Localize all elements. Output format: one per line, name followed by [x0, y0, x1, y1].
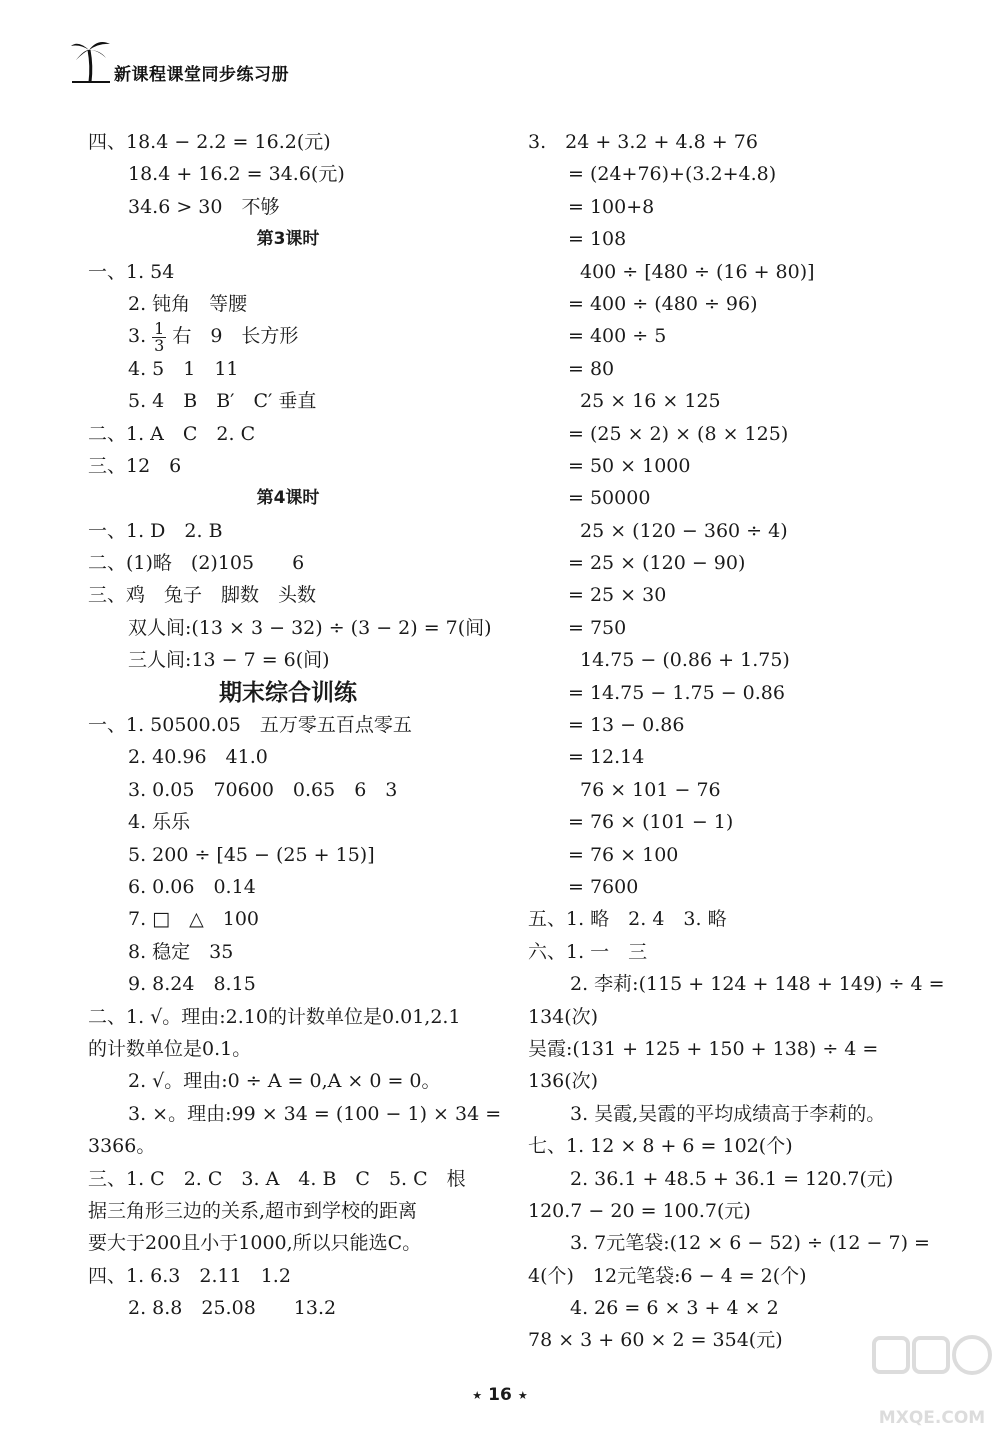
answer-text: 3.: [128, 325, 147, 348]
answer-text: 3. 0.05 70600 0.65 6 3: [128, 778, 398, 801]
answer-line: [88, 1033, 488, 1065]
answer-text: 78 × 3 + 60 × 2 = 354(元): [528, 1329, 783, 1352]
answer-text: 六、1. 一 三: [528, 940, 648, 963]
answer-line: [528, 1260, 948, 1292]
answer-line: [88, 709, 488, 741]
answer-text: 4. 26 = 6 × 3 + 4 × 2: [570, 1297, 779, 1320]
star-icon: ★: [517, 1388, 528, 1402]
answer-line: [88, 1227, 488, 1259]
section-heading: [88, 482, 488, 514]
answer-text: 2. 8.8 25.08 13.2: [128, 1297, 337, 1320]
answer-line: [88, 515, 488, 547]
answer-line: [528, 385, 948, 417]
answer-line: [88, 1098, 502, 1130]
answer-text: = 108: [568, 228, 627, 251]
answer-text: 4(个) 12元笔袋:6 − 4 = 2(个): [528, 1264, 807, 1287]
answer-text: 400 ÷ [480 ÷ (16 + 80)]: [580, 260, 815, 283]
answer-text: = 50000: [568, 487, 651, 510]
answer-line: [528, 482, 948, 514]
answer-text: 三人间:13 − 7 = 6(间): [128, 649, 330, 672]
page-number: 16: [488, 1385, 512, 1405]
answer-text: 2. 李莉:(115 + 124 + 148 + 149) ÷ 4 =: [570, 973, 945, 996]
answer-line: [528, 353, 948, 385]
answer-line: [528, 903, 948, 935]
answer-line: [528, 320, 948, 352]
answer-line: [88, 871, 488, 903]
answer-line: [528, 288, 948, 320]
answer-text: 四、1. 6.3 2.11 1.2: [88, 1264, 291, 1287]
section-heading: [88, 223, 488, 255]
book-title: 新课程课堂同步练习册: [114, 65, 289, 85]
answer-line: [88, 1163, 488, 1195]
answer-text: = 400 ÷ 5: [568, 325, 667, 348]
answer-text: = (24+76)+(3.2+4.8): [568, 163, 777, 186]
answer-text: = 12.14: [568, 746, 645, 769]
answer-line: [528, 1001, 948, 1033]
answer-text: 5. 200 ÷ [45 − (25 + 15)]: [128, 843, 375, 866]
star-icon: ★: [472, 1388, 483, 1402]
answer-line: [88, 774, 488, 806]
answer-line: [88, 158, 488, 190]
answer-line: [528, 1130, 948, 1162]
answer-text: 3. 24 + 3.2 + 4.8 + 76: [528, 131, 758, 153]
answer-line: [88, 318, 488, 355]
answer-line: [528, 968, 948, 1000]
answer-text: 据三角形三边的关系,超市到学校的距离: [88, 1199, 418, 1222]
answer-text: 的计数单位是0.1。: [88, 1037, 252, 1060]
answer-line: [88, 1001, 488, 1033]
answer-line: [528, 191, 948, 223]
answer-text: 4. 乐乐: [128, 811, 191, 834]
answer-line: [528, 1033, 948, 1065]
answer-line: [528, 1227, 948, 1259]
answer-line: [88, 579, 488, 611]
page-footer: [0, 1385, 1000, 1405]
answer-line: [88, 903, 488, 935]
answer-text: = 7600: [568, 875, 639, 898]
answer-text: = 100+8: [568, 195, 655, 218]
answer-text: 三、鸡 兔子 脚数 头数: [88, 584, 317, 607]
answer-line: [528, 709, 948, 741]
answer-line: [88, 612, 492, 644]
answer-text: 二、1. A C 2. C: [88, 422, 256, 445]
answer-line: [88, 1130, 488, 1162]
answer-line: [88, 450, 488, 482]
answer-line: [88, 936, 488, 968]
answer-text: 76 × 101 − 76: [580, 778, 721, 801]
answer-text: 136(次): [528, 1070, 599, 1093]
answer-line: [88, 806, 488, 838]
answer-line: [528, 677, 948, 709]
answer-text: 18.4 + 16.2 = 34.6(元): [128, 163, 345, 186]
answer-line: [88, 1292, 488, 1324]
answer-text: 7. □ △ 100: [128, 908, 259, 931]
answer-text: 3. 7元笔袋:(12 × 6 − 52) ÷ (12 − 7) =: [570, 1232, 930, 1255]
answer-text: 2. 40.96 41.0: [128, 746, 268, 769]
answer-text: 2. 钝角 等腰: [128, 292, 248, 315]
fraction: [152, 318, 166, 355]
answer-text: 6. 0.06 0.14: [128, 875, 256, 898]
answer-line: [88, 741, 488, 773]
answer-text: 要大于200且小于1000,所以只能选C。: [88, 1232, 422, 1255]
answer-line: [88, 385, 488, 417]
answer-line: [528, 644, 948, 676]
answer-line: [528, 515, 948, 547]
answer-line: [528, 223, 948, 255]
answer-text: 二、1. √。理由:2.10的计数单位是0.01,2.1: [88, 1005, 461, 1028]
answer-line: [528, 1098, 948, 1130]
answer-line: [88, 353, 488, 385]
answer-text: = 80: [568, 357, 615, 380]
answer-text: 四、18.4 − 2.2 = 16.2(元): [88, 131, 331, 153]
answer-text: = 13 − 0.86: [568, 714, 685, 737]
answer-line: [528, 774, 948, 806]
answer-line: [88, 1065, 488, 1097]
answer-line: [88, 968, 488, 1000]
answer-text: 七、1. 12 × 8 + 6 = 102(个): [528, 1135, 793, 1158]
left-answer-column: [88, 126, 502, 1324]
answer-line: [88, 418, 488, 450]
answer-line: [528, 579, 948, 611]
answer-text: 双人间:(13 × 3 − 32) ÷ (3 − 2) = 7(间): [128, 616, 492, 639]
answer-line: [528, 158, 948, 190]
answer-line: [528, 871, 948, 903]
answer-text: 三、1. C 2. C 3. A 4. B C 5. C 根: [88, 1167, 466, 1190]
answer-line: [88, 644, 488, 676]
answer-text: 2. √。理由:0 ÷ A = 0,A × 0 = 0。: [128, 1070, 441, 1093]
answer-text: 三、12 6: [88, 454, 182, 477]
fraction-numerator: 1: [154, 318, 165, 338]
answer-text: 134(次): [528, 1005, 599, 1028]
answer-text: = 76 × (101 − 1): [568, 811, 734, 834]
answer-text: 5. 4 B B′ C′ 垂直: [128, 390, 317, 413]
watermark-text: MXQE.COM: [878, 1408, 986, 1428]
answer-line: [528, 126, 948, 158]
watermark-logo: [868, 1330, 996, 1446]
answer-text: = 400 ÷ (480 ÷ 96): [568, 292, 758, 315]
answer-text: = 25 × 30: [568, 584, 667, 607]
answer-text: 第4课时: [256, 488, 320, 509]
answer-line: [88, 839, 488, 871]
answer-text: 120.7 − 20 = 100.7(元): [528, 1199, 751, 1222]
answer-text: = (25 × 2) × (8 × 125): [568, 422, 789, 445]
answer-line: [528, 1195, 948, 1227]
answer-text: 14.75 − (0.86 + 1.75): [580, 649, 790, 672]
section-heading: [88, 677, 488, 709]
answer-line: [528, 839, 948, 871]
answer-text: 2. 36.1 + 48.5 + 36.1 = 120.7(元): [570, 1167, 894, 1190]
answer-text: 一、1. 50500.05 五万零五百点零五: [88, 714, 412, 737]
answer-text: = 25 × (120 − 90): [568, 552, 746, 575]
answer-text: 一、1. 54: [88, 260, 175, 283]
answer-line: [528, 418, 948, 450]
answer-line: [88, 191, 488, 223]
fraction-denominator: 3: [154, 335, 165, 355]
answer-text: 4. 5 1 11: [128, 357, 239, 380]
answer-line: [88, 1195, 488, 1227]
answer-line: [528, 936, 948, 968]
answer-line: [88, 126, 488, 158]
answer-text: 8. 稳定 35: [128, 940, 234, 963]
answer-line: [528, 450, 948, 482]
answer-line: [528, 806, 948, 838]
answer-stamp-icon: [868, 1330, 996, 1408]
answer-text: 25 × (120 − 360 ÷ 4): [580, 519, 788, 542]
answer-text: 34.6 > 30 不够: [128, 195, 280, 218]
answer-text: 3. ×。理由:99 × 34 = (100 − 1) × 34 =: [128, 1102, 502, 1125]
answer-line: [528, 741, 948, 773]
answer-text: 吴霞:(131 + 125 + 150 + 138) ÷ 4 =: [528, 1037, 879, 1060]
answer-line: [528, 547, 948, 579]
answer-text: 3366。: [88, 1135, 156, 1158]
answer-text: 第3课时: [256, 229, 320, 250]
answer-text: = 76 × 100: [568, 843, 679, 866]
answer-line: [88, 288, 488, 320]
page-header: [70, 36, 370, 86]
answer-text: 五、1. 略 2. 4 3. 略: [528, 908, 727, 931]
answer-text: = 14.75 − 1.75 − 0.86: [568, 681, 785, 704]
answer-line: [528, 612, 948, 644]
answer-line: [88, 256, 488, 288]
answer-text-after: 右 9 长方形: [172, 325, 299, 348]
palm-tree-icon: [70, 36, 112, 84]
answer-line: [88, 1260, 488, 1292]
answer-line: [528, 1292, 948, 1324]
answer-text: = 750: [568, 616, 627, 639]
answer-text: = 50 × 1000: [568, 454, 691, 477]
answer-text: 25 × 16 × 125: [580, 390, 721, 413]
right-answer-column: [528, 126, 948, 1357]
answer-text: 一、1. D 2. B: [88, 519, 223, 542]
answer-line: [88, 547, 488, 579]
answer-text: 3. 吴霞,吴霞的平均成绩高于李莉的。: [570, 1102, 886, 1125]
answer-text: 二、(1)略 (2)105 6: [88, 552, 305, 575]
answer-text: 9. 8.24 8.15: [128, 973, 256, 996]
answer-line: [528, 1163, 948, 1195]
answer-line: [528, 1065, 948, 1097]
answer-line: [528, 256, 948, 288]
answer-text: 期末综合训练: [219, 679, 357, 706]
